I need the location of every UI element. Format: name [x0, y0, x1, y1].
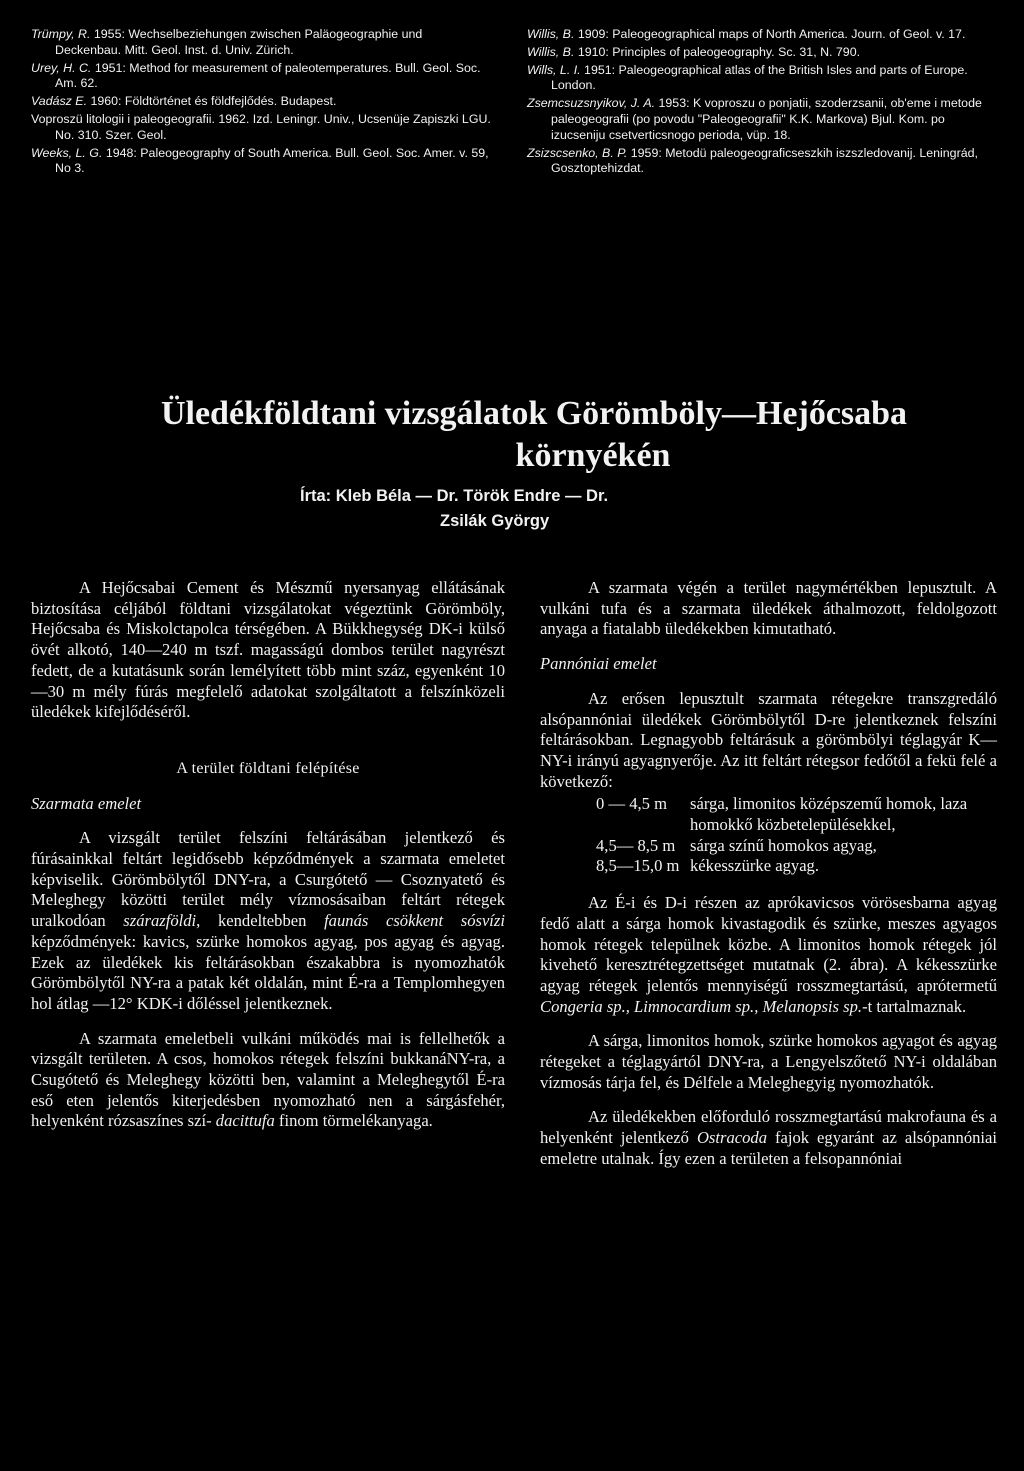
article-title	[84, 393, 984, 477]
reference-entry: Vadász E. 1960: Földtörténet és földfejlődés. Budapest.	[31, 94, 337, 109]
byline-line-2: Zsilák György	[440, 512, 550, 530]
reference-entry: Zsemcsuzsnyikov, J. A. 1953: K voproszu o ponjatii, szoderzsanii, ob'eme i metode paleogeografii (po povodu "Paleogeografii" K.K. Markova) Bjul. Kom. po izucseniju csetverticsnogo perioda, vüp. 18.	[527, 96, 982, 142]
paragraph-ostracoda: Az üledékekben előforduló rosszmegtartású makrofauna és a helyenként jelentkező Ostracoda fajok egyaránt az alsópannóniai emeletre utalnak. Így ezen a területen a felsopannóniai	[540, 1107, 997, 1168]
title-line-2: környékén	[515, 437, 671, 474]
reference-entry: Wills, L. I. 1951: Paleogeographical atlas of the British Isles and parts of Europe. London.	[527, 62, 968, 93]
byline	[300, 484, 1000, 534]
reference-entry: Urey, H. C. 1951: Method for measurement of paleotemperatures. Bull. Geol. Soc. Am. 62.	[31, 60, 481, 91]
paragraph-clay: A sárga, limonitos homok, szürke homokos agyagot és agyag rétegeket a téglagyártól DNY-ra, a Lengyelszőtető NY-i oldalában vízmosás tárja fel, és Délfele a Meleghegyig nyomozhatók.	[540, 1031, 997, 1092]
byline-line-1: Írta: Kleb Béla — Dr. Török Endre — Dr.	[300, 487, 609, 505]
reference-entry: Trümpy, R. 1955: Wechselbeziehungen zwischen Paläogeographie und Deckenbau. Mitt. Geol. Inst. d. Univ. Zürich.	[31, 27, 423, 57]
paragraph-pannonian: Az erősen lepusztult szarmata rétegekre transzgredáló alsópannóniai üledékek Görömbölytől D-re jelentkeznek felszíni feltárásokban. Legnagyobb feltárásuk a görömbölyi téglagyár K—NY-i irányú agyagnyerője. Az itt feltárt rétegsor fedőtől a fekü felé a következő:	[540, 688, 997, 791]
subheading-sarmatian: Szarmata emelet	[31, 793, 142, 813]
strata-row: 0 — 4,5 m sárga, limonitos középszemű homok, laza homokkő közbetelepülésekkel,	[596, 794, 968, 835]
reference-entry: Voproszü litologii i paleogeografii. 1962. Izd. Leningr. Univ., Ucsenüje Zapiszki LGU. No. 310. Szer. Geol.	[31, 111, 491, 142]
section-heading: A terület földtani felépítése	[176, 759, 360, 777]
reference-entry: Zsizscsenko, B. P. 1959: Metodü paleogeograficseszkih iszszledovanij. Leningrád, Gosztoptehizdat.	[527, 145, 978, 176]
strata-list	[540, 794, 997, 877]
reference-entry: Willis, B. 1910: Principles of paleogeography. Sc. 31, N. 790.	[527, 44, 861, 59]
references-right	[527, 27, 997, 179]
paragraph-erosion: A szarmata végén a terület nagymértékben lepusztult. A vulkáni tufa és a szarmata üledékek áthalmozott, feldolgozott anyaga a fiatalabb üledékekben kimutatható.	[540, 578, 997, 639]
right-column	[540, 578, 997, 1170]
paragraph-volcanic: A szarmata emeletbeli vulkáni működés mai is fellelhetők a vizsgált területen. A csos, homokos rétegek felszíni bukkanáNY-ra, a Csugótető és Meleghegy közötti ben, valamint a Meleghegytől É-ra eső eten jelentős kiterjedésben nyomozható nen a sárgásfehér, helyenként rózsaszínes szí- dacittufa finom törmelékanyaga.	[31, 1028, 505, 1131]
intro-paragraph: A Hejőcsabai Cement és Mészmű nyersanyag ellátásának biztosítása céljából földtani vizsgálatokat végeztünk Görömböly, Hejőcsaba és Miskolctapolca térségében. A Bükkhegység DK-i külső övét alkotó, 140—240 m tszf. magasságú dombos terület nagyrészt fedett, de a kutatásunk során lemélyített több mint száz, egyenként 10—30 m mély fúrás megfelelő adatokat szolgáltatott a felszínközeli üledékek kifejlődéséről.	[31, 578, 505, 722]
reference-entry: Willis, B. 1909: Paleogeographical maps of North America. Journ. of Geol. v. 17.	[527, 27, 966, 41]
strata-row: 4,5— 8,5 m sárga színű homokos agyag,	[596, 835, 877, 855]
subheading-pannonian: Pannóniai emelet	[540, 654, 657, 674]
left-column	[31, 578, 505, 1132]
strata-row: 8,5—15,0 m kékesszürke agyag.	[596, 856, 820, 876]
references-left	[31, 27, 491, 179]
title-line-1: Üledékföldtani vizsgálatok Görömböly—Hejőcsaba	[160, 395, 908, 432]
reference-entry: Weeks, L. G. 1948: Paleogeography of South America. Bull. Geol. Soc. Amer. v. 59, No 3.	[31, 145, 489, 176]
paragraph-fauna: Az É-i és D-i részen az aprókavicsos vörösesbarna agyag fedő alatt a sárga homok kivastagodik és szürke, meszes agyagos homok rétegek települnek közbe. A limonitos homok rétegek jól kivehető keresztrétegzettséget mutatnak (2. ábra). A kékesszürke agyag rétegek jelentős mennyiségű rosszmegtartású, aprótermetű Congeria sp., Limnocardium sp., Melanopsis sp.-t tartalmaznak.	[540, 893, 997, 1016]
paragraph-sarmatian: A vizsgált terület felszíni feltárásában jelentkező és fúrásainkkal feltárt legidősebb képződmények a szarmata emeletet képviselik. Görömbölytől DNY-ra, a Csurgótető — Csoznyatető és Meleghegy közötti terület mély vízmosásaiban feltárt rétegek uralkodóan szárazföldi, kendeltebben faunás csökkent sósvízi képződmények: kavics, szürke homokos agyag, pos agyag és agyag. Ezek az üledékek kis feltárásokban északabbra is nyomozhatók Görömbölytől NY-ra a patak két oldalán, mint É-ra a Templomhegyen hol átlag —12° KDK-i dőléssel jelentkeznek.	[31, 828, 505, 1013]
